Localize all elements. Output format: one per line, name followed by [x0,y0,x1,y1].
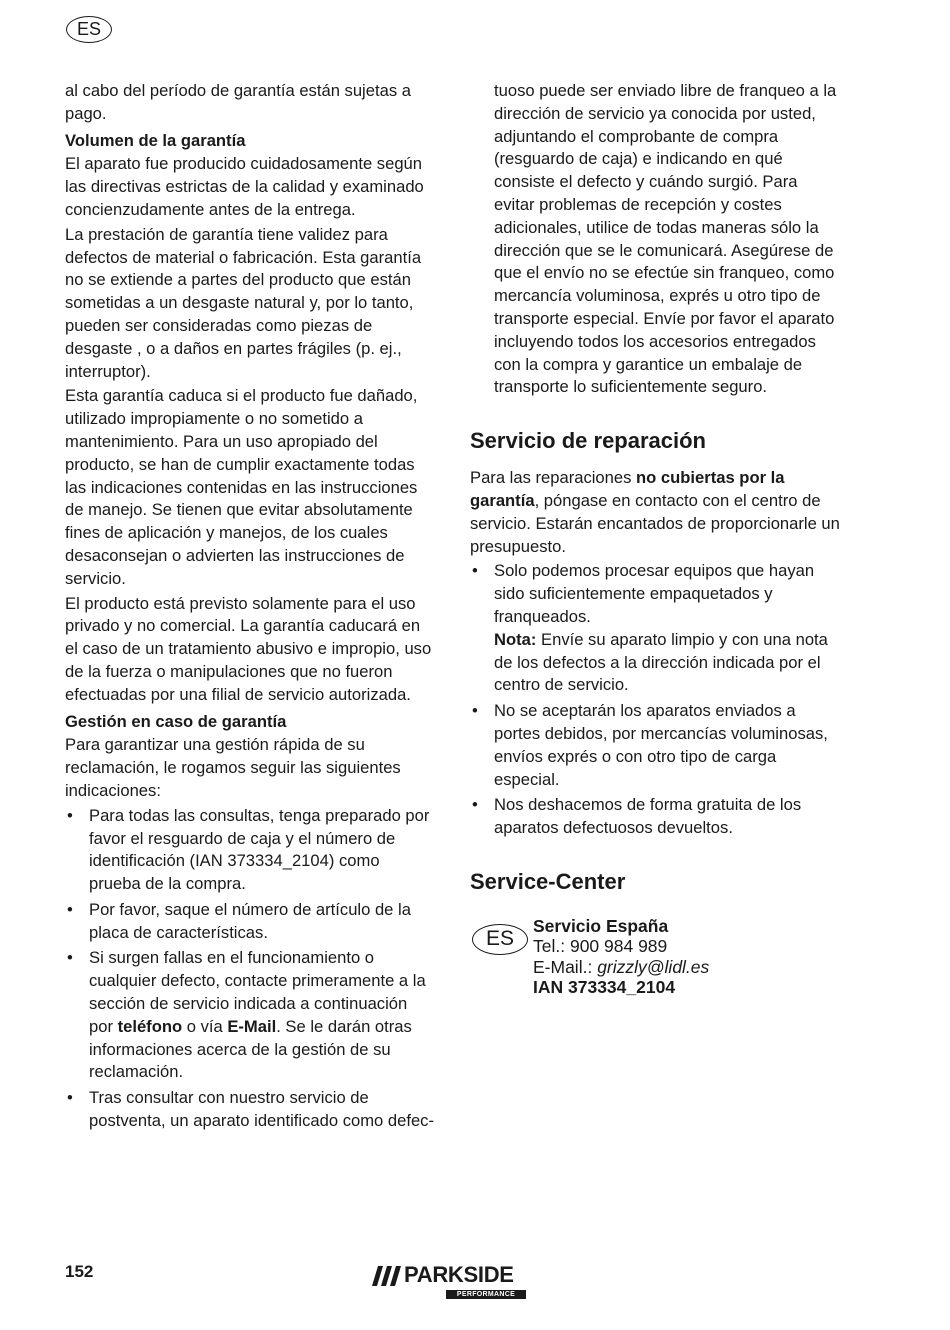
right-column [470,80,840,998]
repair-heading: Servicio de reparación [470,428,706,454]
service-center-heading: Service-Center [470,868,626,894]
logo-subtitle: PERFORMANCE [446,1290,526,1299]
country-badge: ES [472,924,528,955]
paragraph: Para las reparaciones no cubiertas por la garantía, póngase en contacto con el centro de servicio. Estarán encantados de proporcionarle un presupuesto. [470,468,840,556]
page-number: 152 [65,1262,94,1281]
list-item: • Si surgen fallas en el funcionamiento o cualquier defecto, contacte primeramente a la sección de servicio indicada a continuación por teléfono o vía E-Mail. Se le darán otras informaciones acerca de la gestión de su reclamación. [67,948,426,1082]
service-email: grizzly@lidl.es [597,956,710,977]
logo-stripes-icon [372,1266,402,1286]
email-keyword: E-Mail [227,1016,277,1036]
gestion-heading: Gestión en caso de garantía [65,711,287,731]
paragraph: Esta garantía caduca si el producto fue dañado, utilizado impropiamente o no sometido a mantenimiento. Para un uso apropiado del producto, se han de cumplir exactamente todas las indicaciones contenidas en las instrucciones de manejo. Se tienen que evitar absolutamente fines de aplicación y manejos, de los cuales desaconsejan o advierten las instrucciones de servicio. [65,386,418,588]
bullet-icon: • [67,1088,73,1108]
paragraph: El aparato fue producido cuidadosamente según las directivas estrictas de la calidad y examinado concienzudamente antes de la entrega. [65,154,424,219]
paragraph: al cabo del período de garantía están sujetas a pago. [65,81,411,123]
logo-text: PARKSIDE [404,1262,514,1287]
list-item: • No se aceptarán los aparatos enviados a portes debidos, por mercancías voluminosas, envíos exprés o con otro tipo de carga especial. [472,701,828,789]
phone-keyword: teléfono [117,1016,183,1036]
volumen-heading: Volumen de la garantía [65,130,246,150]
service-contact: Servicio España Tel.: 900 984 989 E-Mail.: grizzly@lidl.es IAN 373334_2104 [533,915,710,998]
list-item: • Nos deshacemos de forma gratuita de los aparatos defectuosos devueltos. [472,795,802,838]
paragraph: La prestación de garantía tiene validez para defectos de material o fabricación. Esta garantía no se extiende a partes del producto que están sometidas a un desgaste natural y, por lo tanto, pueden ser consideradas como piezas de desgaste , o a daños en partes frágiles (p. ej., interruptor). [65,224,422,381]
paragraph: El producto está previsto solamente para el uso privado y no comercial. La garantía caducará en el caso de un tratamiento abusivo e impropio, uso de la fuerza o manipulaciones que no fueron efectuadas por una filial de servicio autorizada. [65,593,432,704]
service-center-block [470,908,840,998]
paragraph: tuoso puede ser enviado libre de franqueo a la dirección de servicio ya conocida por usted, adjuntando el comprobante de compra (resguardo de caja) e indicando en qué consiste el defecto y cuándo surgió. Para evitar problemas de recepción y costes adicionales, utilice de todas maneras sólo la dirección que se le comunicará. Asegúrese de que el envío no se efectúe sin franqueo, como mercancía voluminosa, exprés u otro tipo de transporte especial. Envíe por favor el aparato incluyendo todos los accesorios entregados con la compra y garantice un embalaje de transporte lo suficientemente seguro. [494,81,837,397]
parkside-logo [372,1262,528,1306]
ian-number: IAN 373334_2104 [533,977,676,998]
service-phone: Tel.: 900 984 989 [533,936,668,957]
list-item: • Solo podemos procesar equipos que hayan sido suficientemente empaquetados y franqueados. Nota: Envíe su aparato limpio y con una nota de los defectos a la dirección indicada por el centro de servicio. [472,561,828,695]
bullet-icon: • [67,948,73,968]
repair-list [470,560,840,840]
service-name: Servicio España [533,915,669,936]
bullet-icon: • [472,561,478,581]
gestion-list [65,805,435,1133]
bullet-icon: • [67,805,73,825]
bullet-icon: • [472,701,478,721]
language-badge: ES [66,16,112,43]
nota-label: Nota: [494,629,537,649]
bullet-icon: • [67,899,73,919]
left-column [65,80,435,1136]
list-item: • Por favor, saque el número de artículo de la placa de características. [67,899,411,942]
list-item: • Tras consultar con nuestro servicio de postventa, un aparato identificado como defec- [67,1088,435,1131]
bullet-icon: • [472,795,478,815]
list-item: • Para todas las consultas, tenga preparado por favor el resguardo de caja y el número de identificación (IAN 373334_2104) como prueba de la compra. [67,805,430,894]
paragraph: Para garantizar una gestión rápida de su reclamación, le rogamos seguir las siguientes indicaciones: [65,735,401,800]
